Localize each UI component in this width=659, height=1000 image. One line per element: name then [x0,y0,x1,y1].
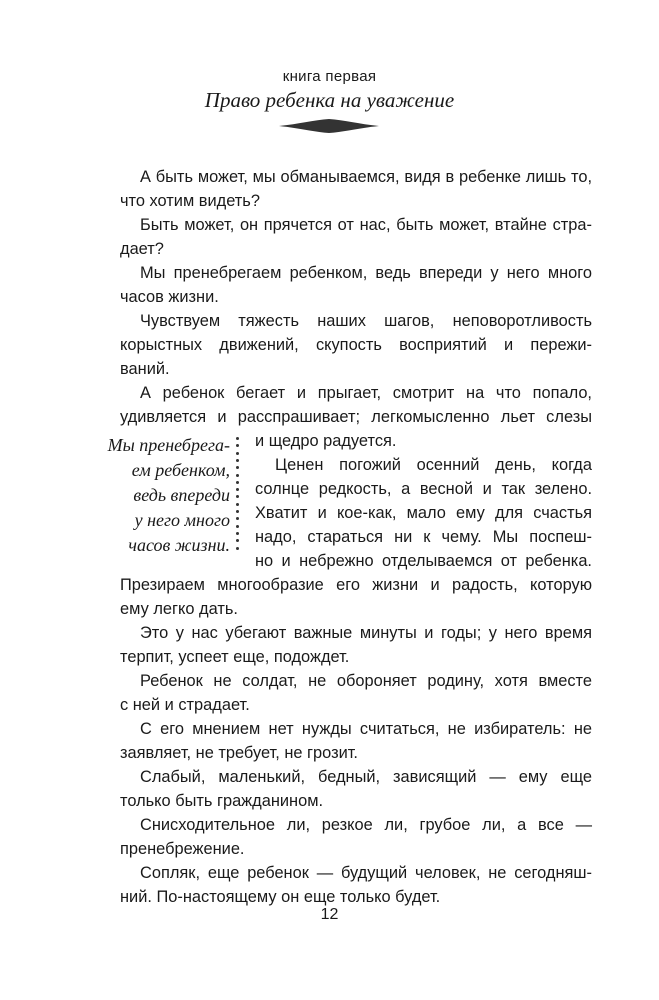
text-line: Чувствуем тяжесть наших шагов, неповоротливость [140,312,592,330]
text-line: солнце редкость, а весной и так зелено. [255,480,592,498]
sidenote-line: часов жизни. [128,535,230,555]
text-line: удивляется и расспрашивает; легкомысленно льет слезы [120,408,592,426]
text-line: Ребенок не солдат, не обороняет родину, хотя вместе [140,672,592,690]
rule-dot [236,444,239,447]
text-line: часов жизни. [120,288,219,306]
text-line: Слабый, маленький, бедный, зависящий — ему еще [140,768,592,786]
text-line: Презираем многообразие его жизни и радость, которую [120,576,592,594]
ornament-divider [279,116,379,136]
text-line: с ней и страдает. [120,696,250,714]
rule-dot [236,532,239,535]
text-line: терпит, успеет еще, подождет. [120,648,350,666]
text-line: Снисходительное ли, резкое ли, грубое ли, а все — [140,816,592,834]
rule-dot [236,488,239,491]
text-line: ваний. [120,360,170,378]
rule-dot [236,474,239,477]
text-line: Хватит и кое-как, мало ему для счастья [255,504,592,522]
text-line: пренебрежение. [120,840,245,858]
rule-dot [236,525,239,528]
rule-dot [236,495,239,498]
text-line: только быть гражданином. [120,792,324,810]
text-line: заявляет, не требует, не грозит. [120,744,358,762]
chapter-title: Право ребенка на уважение [204,88,455,112]
sidenote-line: ведь впереди [133,485,230,505]
rule-dot [236,517,239,520]
text-line: и щедро радуется. [255,432,397,450]
text-line: ний. По-настоящему он еще только будет. [120,888,441,906]
text-line: Это у нас убегают важные минуты и годы; у него время [140,624,592,642]
book-label: книга первая [282,68,377,85]
text-line: С его мнением нет нужды считаться, не избиратель: не [140,720,592,738]
text-line: Мы пренебрегаем ребенком, ведь впереди у него много [140,264,592,282]
rule-dot [236,452,239,455]
text-line: но и небрежно отделываемся от ребенка. [255,552,592,570]
page-number: 12 [320,906,339,923]
sidenote-line: ем ребенком, [131,460,230,480]
text-line: А ребенок бегает и прыгает, смотрит на что попало, [140,384,592,402]
rule-dot [236,539,239,542]
text-line: корыстных движений, скупость восприятий и пережи- [120,336,592,354]
text-line: дает? [120,240,164,258]
rule-dot [236,437,239,440]
sidenote-line: Мы пренебрега- [107,435,230,455]
text-line: Быть может, он прячется от нас, быть может, втайне стра- [140,216,592,234]
sidenote-line: у него много [134,510,230,530]
text-line: надо, стараться ни к чему. Мы поспеш- [255,528,592,546]
text-line: что хотим видеть? [120,192,260,210]
text-line: Сопляк, еще ребенок — будущий человек, не сегодняш- [140,864,592,882]
text-line: А быть может, мы обманываемся, видя в ребенке лишь то, [140,168,592,186]
rule-dot [236,547,239,550]
rule-dot [236,503,239,506]
rule-dot [236,510,239,513]
text-line: Ценен погожий осенний день, когда [275,456,592,474]
rule-dot [236,481,239,484]
text-line: ему легко дать. [120,600,238,618]
rule-dot [236,466,239,469]
rule-dot [236,459,239,462]
